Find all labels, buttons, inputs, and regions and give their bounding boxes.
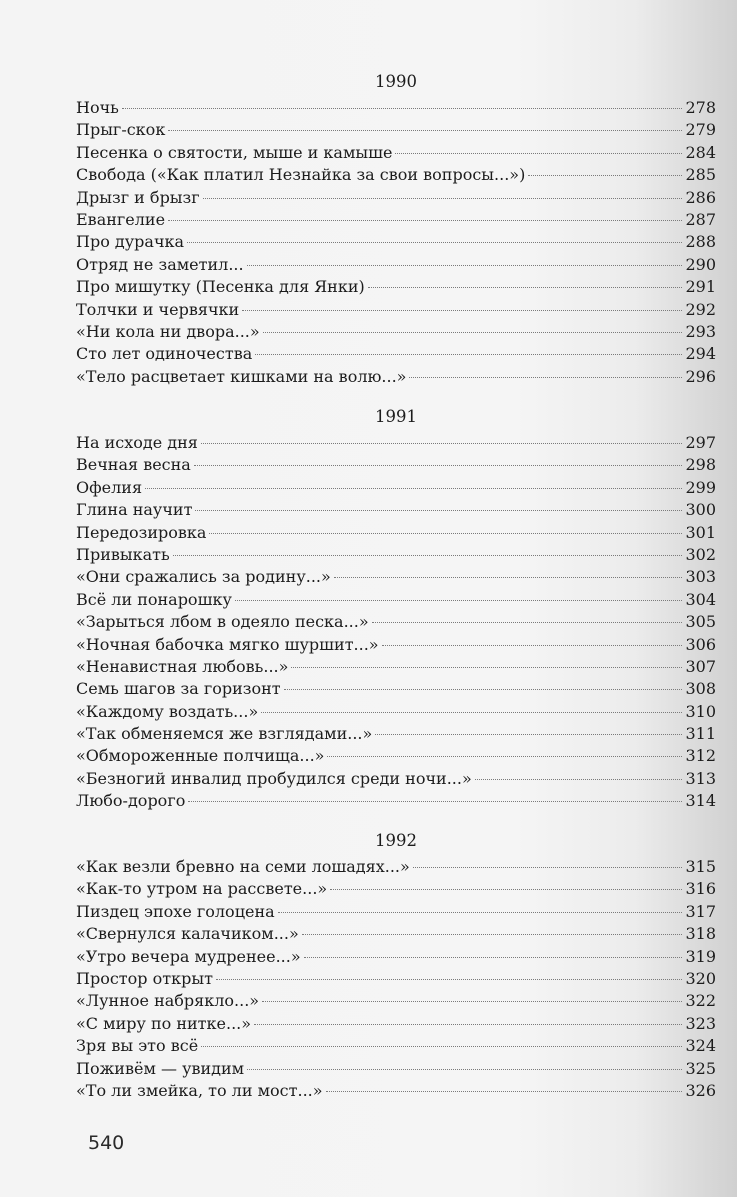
toc-entry <box>76 589 716 611</box>
toc-entry <box>76 634 716 656</box>
toc-entry-title: «Как везли бревно на семи лошадях...» <box>76 857 410 876</box>
toc-entry-page-number: 300 <box>685 500 716 520</box>
dot-leader <box>304 957 683 958</box>
dot-leader <box>395 153 682 154</box>
toc-entry-title: «Тело расцветает кишками на волю...» <box>76 366 407 386</box>
dot-leader <box>187 242 682 243</box>
toc-entry-page-number: 301 <box>685 522 716 542</box>
toc-entry-page-number: 310 <box>685 701 716 721</box>
toc-entry-page-number: 278 <box>685 98 716 117</box>
toc-entry-page-number: 308 <box>685 679 716 699</box>
toc-entry-page-number: 296 <box>685 366 716 386</box>
dot-leader <box>209 533 682 534</box>
toc-entry-title: Дрызг и брызг <box>76 187 200 207</box>
section-year-heading: 1992 <box>375 831 417 850</box>
toc-entry-title: Отряд не заметил... <box>76 254 244 274</box>
dot-leader <box>409 377 682 378</box>
dot-leader <box>326 1091 683 1092</box>
toc-entry-title: «Ненавистная любовь...» <box>76 656 289 676</box>
toc-entry <box>76 276 716 298</box>
toc-entry-title: «Ни кола ни двора...» <box>76 321 260 341</box>
toc-entry-title: «Как-то утром на рассвете...» <box>76 879 328 899</box>
toc-entry <box>76 656 716 678</box>
toc-entry <box>76 878 716 900</box>
dot-leader <box>255 354 682 355</box>
dot-leader <box>284 689 683 690</box>
toc-entry-page-number: 299 <box>685 477 716 497</box>
toc-entry <box>76 968 716 990</box>
dot-leader <box>188 801 682 802</box>
toc-entry-page-number: 292 <box>685 299 716 319</box>
toc-entry-page-number: 323 <box>685 1013 716 1033</box>
toc-entry-page-number: 305 <box>685 612 716 632</box>
toc-entry <box>76 745 716 767</box>
toc-entry <box>76 1058 716 1080</box>
toc-entry <box>76 164 716 186</box>
toc-entry-page-number: 307 <box>685 656 716 676</box>
toc-entry-list <box>76 432 716 813</box>
dot-leader <box>216 979 683 980</box>
toc-entry-page-number: 287 <box>685 209 716 229</box>
dot-leader <box>263 332 683 333</box>
toc-entry-title: «Ночная бабочка мягко шуршит...» <box>76 634 379 654</box>
toc-entry-title: «Обмороженные полчища...» <box>76 746 325 766</box>
toc-entry-page-number: 313 <box>685 768 716 788</box>
toc-section-1990 <box>76 67 716 388</box>
dot-leader <box>145 488 682 489</box>
toc-entry <box>76 678 716 700</box>
toc-entry-page-number: 284 <box>685 142 716 162</box>
dot-leader <box>195 510 682 511</box>
toc-entry-page-number: 306 <box>685 634 716 654</box>
toc-entry-title: «Свернулся калачиком...» <box>76 924 299 944</box>
toc-entry <box>76 321 716 343</box>
toc-entry-title: Прыг-скок <box>76 120 166 140</box>
toc-entry-page-number: 298 <box>685 455 716 475</box>
toc-entry <box>76 856 716 878</box>
toc-entry-page-number: 322 <box>685 991 716 1011</box>
dot-leader <box>247 1069 682 1070</box>
dot-leader <box>173 555 683 556</box>
toc-entry-title: Офелия <box>76 477 143 497</box>
toc-entry <box>76 432 716 454</box>
dot-leader <box>375 734 682 735</box>
toc-entry <box>76 142 716 164</box>
toc-entry <box>76 723 716 745</box>
toc-entry-title: Про дурачка <box>76 232 185 252</box>
dot-leader <box>528 175 682 176</box>
toc-entry-title: Передозировка <box>76 522 207 542</box>
dot-leader <box>261 712 682 713</box>
toc-entry-page-number: 286 <box>685 187 716 207</box>
toc-entry-title: Про мишутку (Песенка для Янки) <box>76 277 365 297</box>
toc-entry-page-number: 317 <box>685 901 716 921</box>
toc-entry <box>76 254 716 276</box>
toc-entry-title: Пиздец эпохе голоцена <box>76 901 275 921</box>
toc-entry-title: «То ли змейка, то ли мост...» <box>76 1080 323 1100</box>
dot-leader <box>235 600 683 601</box>
toc-entry-title: Ночь <box>76 98 119 117</box>
toc-entry <box>76 990 716 1012</box>
dot-leader <box>122 108 683 109</box>
toc-entry-title: Глина научит <box>76 500 193 520</box>
toc-entry <box>76 611 716 633</box>
toc-entry <box>76 209 716 231</box>
page-number: 540 <box>88 1132 125 1154</box>
toc-entry-page-number: 325 <box>685 1058 716 1078</box>
toc-entry <box>76 499 716 521</box>
toc-entry-page-number: 279 <box>685 120 716 140</box>
toc-entry <box>76 1013 716 1035</box>
toc-entry <box>76 901 716 923</box>
dot-leader <box>168 220 682 221</box>
dot-leader <box>413 867 683 868</box>
toc-entry <box>76 343 716 365</box>
toc-entry <box>76 946 716 968</box>
dot-leader <box>327 756 682 757</box>
toc-entry-page-number: 311 <box>685 724 716 744</box>
toc-section-1992 <box>76 826 716 1102</box>
dot-leader <box>194 465 683 466</box>
toc-entry <box>76 477 716 499</box>
toc-entry-page-number: 319 <box>685 946 716 966</box>
dot-leader <box>168 130 682 131</box>
toc-entry-title: Песенка о святости, мыше и камыше <box>76 142 393 162</box>
toc-entry <box>76 701 716 723</box>
toc-entry-title: «Утро вечера мудренее...» <box>76 946 301 966</box>
toc-entry-title: Евангелие <box>76 209 166 229</box>
toc-entry <box>76 566 716 588</box>
toc-entry-page-number: 324 <box>685 1036 716 1056</box>
section-year-heading: 1991 <box>375 407 417 426</box>
toc-entry <box>76 97 716 119</box>
toc-entry <box>76 299 716 321</box>
toc-entry-page-number: 302 <box>685 544 716 564</box>
toc-entry <box>76 1080 716 1102</box>
toc-entry-title: Сто лет одиночества <box>76 344 253 364</box>
dot-leader <box>278 912 683 913</box>
toc-entry-page-number: 318 <box>685 924 716 944</box>
toc-entry-list <box>76 97 716 388</box>
toc-entry <box>76 119 716 141</box>
toc-entry-page-number: 288 <box>685 232 716 252</box>
toc-entry <box>76 544 716 566</box>
toc-entry <box>76 187 716 209</box>
dot-leader <box>254 1024 682 1025</box>
toc-entry-title: «Безногий инвалид пробудился среди ночи...» <box>76 768 472 788</box>
dot-leader <box>291 667 682 668</box>
toc-entry-page-number: 297 <box>685 433 716 452</box>
toc-entry <box>76 366 716 388</box>
toc-entry-page-number: 315 <box>685 857 716 876</box>
dot-leader <box>242 310 682 311</box>
toc-section-1991 <box>76 402 716 813</box>
toc-entry-page-number: 326 <box>685 1080 716 1100</box>
toc-entry <box>76 768 716 790</box>
toc-entry-title: Вечная весна <box>76 455 191 475</box>
toc-entry <box>76 790 716 812</box>
toc-entry-title: На исходе дня <box>76 433 198 452</box>
dot-leader <box>247 265 683 266</box>
toc-entry-page-number: 320 <box>685 968 716 988</box>
toc-entry-title: «Зарыться лбом в одеяло песка...» <box>76 612 369 632</box>
toc-entry-page-number: 314 <box>685 791 716 811</box>
toc-entry-page-number: 294 <box>685 344 716 364</box>
toc-entry-title: Простор открыт <box>76 968 213 988</box>
toc-entry-title: Зря вы это всё <box>76 1036 199 1056</box>
dot-leader <box>368 287 683 288</box>
toc-entry <box>76 231 716 253</box>
toc-entry-title: «С миру по нитке...» <box>76 1013 252 1033</box>
toc-entry-title: «Лунное набрякло...» <box>76 991 260 1011</box>
dot-leader <box>330 889 682 890</box>
toc-entry-title: Толчки и червячки <box>76 299 240 319</box>
toc-entry-page-number: 312 <box>685 746 716 766</box>
dot-leader <box>302 934 683 935</box>
dot-leader <box>201 1046 682 1047</box>
toc-entry <box>76 454 716 476</box>
toc-entry-page-number: 304 <box>685 589 716 609</box>
toc-entry-page-number: 303 <box>685 567 716 587</box>
dot-leader <box>475 779 683 780</box>
toc-entry-page-number: 293 <box>685 321 716 341</box>
toc-entry-title: Поживём — увидим <box>76 1058 245 1078</box>
toc-entry <box>76 1035 716 1057</box>
toc-entry-page-number: 316 <box>685 879 716 899</box>
toc-entry-title: Привыкать <box>76 544 170 564</box>
toc-entry-title: Свобода («Как платил Незнайка за свои вопросы...») <box>76 165 526 185</box>
dot-leader <box>201 443 683 444</box>
toc-entry-title: «Так обменяемся же взглядами...» <box>76 724 373 744</box>
toc-entry-title: «Они сражались за родину...» <box>76 567 331 587</box>
dot-leader <box>262 1001 682 1002</box>
toc-entry <box>76 522 716 544</box>
toc-entry-page-number: 291 <box>685 277 716 297</box>
toc-entry-page-number: 290 <box>685 254 716 274</box>
dot-leader <box>203 198 683 199</box>
section-year-heading: 1990 <box>375 72 417 91</box>
dot-leader <box>382 645 683 646</box>
toc-entry-title: Любо-дорого <box>76 791 186 811</box>
toc-entry-title: Семь шагов за горизонт <box>76 679 281 699</box>
dot-leader <box>334 577 683 578</box>
dot-leader <box>372 622 683 623</box>
toc-entry-list <box>76 856 716 1102</box>
toc-entry <box>76 923 716 945</box>
toc-entry-title: Всё ли понарошку <box>76 589 232 609</box>
toc-entry-title: «Каждому воздать...» <box>76 701 259 721</box>
toc-entry-page-number: 285 <box>685 165 716 185</box>
